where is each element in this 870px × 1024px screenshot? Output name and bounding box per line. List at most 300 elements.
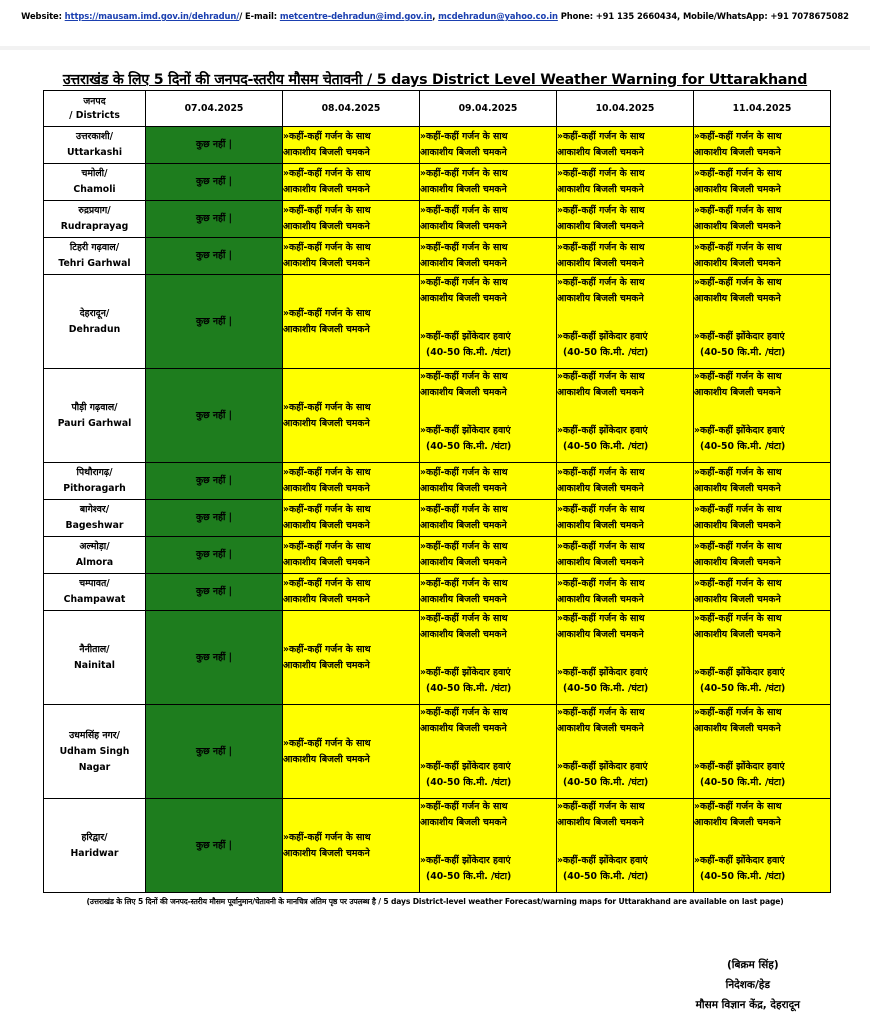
warning-cell-thunder bbox=[557, 127, 694, 164]
table-row bbox=[44, 201, 831, 238]
thunder-warning-line-1: »कहीं-कहीं गर्जन के साथ bbox=[557, 205, 645, 216]
warning-cell-thunder-wind bbox=[420, 611, 557, 705]
district-cell bbox=[44, 238, 146, 275]
warning-cell-thunder-wind bbox=[557, 705, 694, 799]
thunder-warning-line-2: आकाशीय बिजली चमकने bbox=[694, 293, 781, 304]
thunder-warning-line-2: आकाशीय बिजली चमकने bbox=[283, 753, 370, 765]
district-name-hi: उधमसिंह नगर/ bbox=[69, 729, 120, 741]
thunder-warning-line-1: »कहीं-कहीं गर्जन के साथ bbox=[694, 801, 782, 812]
thunder-warning-line-2: आकाशीय बिजली चमकने bbox=[283, 147, 370, 158]
table-row bbox=[44, 537, 831, 574]
district-name-en: Haridwar bbox=[70, 847, 119, 859]
thunder-warning-line-2: आकाशीय बिजली चमकने bbox=[557, 557, 644, 568]
district-name-hi: रुद्रप्रयाग/ bbox=[78, 205, 111, 216]
cell-spacer bbox=[420, 737, 556, 759]
district-name-en: Rudraprayag bbox=[60, 221, 129, 232]
thunder-warning-line-1: »कहीं-कहीं गर्जन के साथ bbox=[694, 707, 782, 718]
cell-spacer bbox=[420, 831, 556, 853]
warning-cell-none bbox=[146, 705, 283, 799]
thunder-warning-line-1: »कहीं-कहीं गर्जन के साथ bbox=[420, 242, 508, 253]
wind-warning-line-1: »कहीं-कहीं झोंकेदार हवाएं bbox=[420, 425, 511, 436]
wind-warning-line-2: (40-50 कि.मी. /घंटा) bbox=[700, 777, 786, 788]
warning-cell-thunder bbox=[694, 537, 831, 574]
warning-cell-thunder bbox=[420, 127, 557, 164]
thunder-warning-line-2: आकाशीय बिजली चमकने bbox=[420, 520, 507, 531]
no-warning-text: कुछ नहीं | bbox=[195, 250, 233, 261]
thunder-warning-line-1: »कहीं-कहीं गर्जन के साथ bbox=[557, 371, 645, 382]
thunder-warning-line-2: आकाशीय बिजली चमकने bbox=[557, 221, 644, 232]
wind-warning-line-1: »कहीं-कहीं झोंकेदार हवाएं bbox=[557, 761, 648, 772]
warning-cell-thunder-wind bbox=[557, 369, 694, 463]
thunder-warning-line-2: आकाशीय बिजली चमकने bbox=[557, 258, 644, 269]
warning-cell-thunder bbox=[283, 275, 420, 369]
no-warning-text: कुछ नहीं | bbox=[195, 139, 233, 150]
table-header-row bbox=[44, 91, 831, 127]
warning-cell-thunder bbox=[557, 537, 694, 574]
wind-warning-line-2: (40-50 कि.मी. /घंटा) bbox=[563, 871, 649, 882]
warning-cell-thunder bbox=[283, 201, 420, 238]
district-name-hi: उत्तरकाशी/ bbox=[76, 131, 113, 142]
warning-cell-thunder bbox=[420, 238, 557, 275]
thunder-warning-line-2: आकाशीय बिजली चमकने bbox=[420, 723, 507, 734]
district-name-en: Bageshwar bbox=[65, 520, 124, 531]
thunder-warning-line-1: »कहीं-कहीं गर्जन के साथ bbox=[557, 242, 645, 253]
warning-table bbox=[43, 90, 831, 893]
wind-warning-line-2: (40-50 कि.मी. /घंटा) bbox=[700, 347, 786, 358]
thunder-warning-line-1: »कहीं-कहीं गर्जन के साथ bbox=[694, 467, 782, 478]
district-name-hi: चम्पावत/ bbox=[79, 578, 110, 589]
table-row bbox=[44, 574, 831, 611]
warning-cell-thunder-wind bbox=[420, 799, 557, 893]
thunder-warning-line-1: »कहीं-कहीं गर्जन के साथ bbox=[557, 707, 645, 718]
thunder-warning-line-1: »कहीं-कहीं गर्जन के साथ bbox=[557, 578, 645, 589]
thunder-warning-line-2: आकाशीय बिजली चमकने bbox=[420, 293, 507, 304]
warning-cell-thunder bbox=[283, 463, 420, 500]
district-name-en: Dehradun bbox=[68, 323, 121, 335]
warning-cell-thunder bbox=[694, 238, 831, 275]
thunder-warning-line-2: आकाशीय बिजली चमकने bbox=[283, 184, 370, 195]
thunder-warning-line-1: »कहीं-कहीं गर्जन के साथ bbox=[420, 801, 508, 812]
district-name-en: Pauri Garhwal bbox=[57, 417, 132, 429]
warning-cell-thunder bbox=[283, 705, 420, 799]
thunder-warning-line-2: आकाशीय बिजली चमकने bbox=[283, 417, 370, 429]
cell-spacer bbox=[557, 643, 693, 665]
thunder-warning-line-2: आकाशीय बिजली चमकने bbox=[283, 221, 370, 232]
thunder-warning-line-1: »कहीं-कहीं गर्जन के साथ bbox=[283, 401, 371, 413]
wind-warning-line-1: »कहीं-कहीं झोंकेदार हवाएं bbox=[557, 667, 648, 678]
thunder-warning-line-1: »कहीं-कहीं गर्जन के साथ bbox=[420, 277, 508, 288]
warning-cell-none bbox=[146, 500, 283, 537]
thunder-warning-line-1: »कहीं-कहीं गर्जन के साथ bbox=[694, 371, 782, 382]
warning-cell-thunder bbox=[283, 164, 420, 201]
wind-warning-line-2: (40-50 कि.मी. /घंटा) bbox=[426, 347, 512, 358]
thunder-warning-line-2: आकाशीय बिजली चमकने bbox=[557, 147, 644, 158]
footnote: (उत्तराखंड के लिए 5 दिनों की जनपद-स्तरीय मौसम पूर्वानुमान/चेतावनी के मानचित्र अंतिम पृष्ठ पर उपलब्ध है / 5 days District-level weather Forecast/warning maps for Uttarakhand are available on last page) bbox=[86, 897, 784, 906]
thunder-warning-line-1: »कहीं-कहीं गर्जन के साथ bbox=[420, 168, 508, 179]
thunder-warning-line-2: आकाशीय बिजली चमकने bbox=[694, 723, 781, 734]
thunder-warning-line-1: »कहीं-कहीं गर्जन के साथ bbox=[283, 541, 371, 552]
district-cell bbox=[44, 500, 146, 537]
district-name-hi: हरिद्वार/ bbox=[81, 831, 108, 843]
warning-cell-none bbox=[146, 275, 283, 369]
thunder-warning-line-2: आकाशीय बिजली चमकने bbox=[694, 184, 781, 195]
warning-cell-thunder-wind bbox=[420, 275, 557, 369]
header-bar bbox=[0, 0, 870, 50]
page-title: उत्तराखंड के लिए 5 दिनों की जनपद-स्तरीय मौसम चेतावनी / 5 days District Level Weather Warning for Uttarakhand bbox=[62, 72, 808, 88]
date-header: 09.04.2025 bbox=[420, 91, 557, 127]
warning-cell-thunder bbox=[283, 611, 420, 705]
thunder-warning-line-2: आकाशीय बिजली चमकने bbox=[557, 293, 644, 304]
district-cell bbox=[44, 574, 146, 611]
wind-warning-line-2: (40-50 कि.मी. /घंटा) bbox=[563, 441, 649, 452]
thunder-warning-line-1: »कहीं-कहीं गर्जन के साथ bbox=[283, 242, 371, 253]
thunder-warning-line-2: आकाशीय बिजली चमकने bbox=[557, 387, 644, 398]
no-warning-text: कुछ नहीं | bbox=[195, 549, 233, 560]
thunder-warning-line-1: »कहीं-कहीं गर्जन के साथ bbox=[557, 801, 645, 812]
warning-cell-thunder bbox=[557, 500, 694, 537]
thunder-warning-line-2: आकाशीय बिजली चमकने bbox=[694, 483, 781, 494]
table-row bbox=[44, 127, 831, 164]
warning-cell-thunder bbox=[557, 238, 694, 275]
signatory-name: (बिक्रम सिंह) bbox=[726, 959, 779, 971]
district-name-hi: पौड़ी गढ़वाल/ bbox=[71, 401, 118, 413]
table-row bbox=[44, 463, 831, 500]
thunder-warning-line-2: आकाशीय बिजली चमकने bbox=[420, 817, 507, 828]
warning-cell-none bbox=[146, 799, 283, 893]
warning-cell-thunder-wind bbox=[694, 611, 831, 705]
thunder-warning-line-1: »कहीं-कहीं गर्जन के साथ bbox=[694, 277, 782, 288]
signature-block bbox=[696, 955, 800, 1015]
warning-cell-none bbox=[146, 574, 283, 611]
district-cell bbox=[44, 201, 146, 238]
thunder-warning-line-1: »कहीं-कहीं गर्जन के साथ bbox=[557, 467, 645, 478]
phone-text: Phone: +91 135 2660434, Mobile/WhatsApp: +91 7078675082 bbox=[560, 11, 849, 21]
thunder-warning-line-2: आकाशीय बिजली चमकने bbox=[283, 323, 370, 335]
signatory-designation: निदेशक/हेड bbox=[725, 979, 770, 991]
district-name-hi: देहरादून/ bbox=[79, 307, 110, 319]
thunder-warning-line-1: »कहीं-कहीं गर्जन के साथ bbox=[557, 504, 645, 515]
thunder-warning-line-2: आकाशीय बिजली चमकने bbox=[283, 659, 370, 671]
cell-spacer bbox=[420, 401, 556, 423]
no-warning-text: कुछ नहीं | bbox=[195, 176, 233, 187]
thunder-warning-line-1: »कहीं-कहीं गर्जन के साथ bbox=[283, 737, 371, 749]
thunder-warning-line-2: आकाशीय बिजली चमकने bbox=[420, 594, 507, 605]
thunder-warning-line-2: आकाशीय बिजली चमकने bbox=[420, 184, 507, 195]
thunder-warning-line-2: आकाशीय बिजली चमकने bbox=[557, 629, 644, 640]
thunder-warning-line-2: आकाशीय बिजली चमकने bbox=[420, 221, 507, 232]
warning-cell-thunder-wind bbox=[557, 275, 694, 369]
thunder-warning-line-1: »कहीं-कहीं गर्जन के साथ bbox=[420, 131, 508, 142]
thunder-warning-line-2: आकाशीय बिजली चमकने bbox=[694, 221, 781, 232]
thunder-warning-line-1: »कहीं-कहीं गर्जन के साथ bbox=[420, 613, 508, 624]
website-link[interactable]: https://mausam.imd.gov.in/dehradun/ bbox=[64, 11, 240, 21]
website-label: Website: bbox=[21, 11, 62, 21]
warning-cell-thunder bbox=[557, 201, 694, 238]
table-body bbox=[44, 127, 831, 893]
warning-cell-thunder bbox=[420, 537, 557, 574]
warning-cell-none bbox=[146, 611, 283, 705]
no-warning-text: कुछ नहीं | bbox=[195, 839, 233, 851]
thunder-warning-line-1: »कहीं-कहीं गर्जन के साथ bbox=[420, 371, 508, 382]
district-cell bbox=[44, 164, 146, 201]
thunder-warning-line-2: आकाशीय बिजली चमकने bbox=[694, 629, 781, 640]
wind-warning-line-2: (40-50 कि.मी. /घंटा) bbox=[426, 871, 512, 882]
thunder-warning-line-2: आकाशीय बिजली चमकने bbox=[694, 147, 781, 158]
warning-cell-thunder bbox=[283, 369, 420, 463]
cell-spacer bbox=[694, 307, 830, 329]
warning-cell-thunder bbox=[283, 799, 420, 893]
warning-cell-thunder-wind bbox=[420, 369, 557, 463]
thunder-warning-line-1: »कहीं-कहीं गर्जन के साथ bbox=[283, 168, 371, 179]
thunder-warning-line-2: आकाशीय बिजली चमकने bbox=[420, 258, 507, 269]
warning-cell-thunder-wind bbox=[557, 799, 694, 893]
email-label: E-mail: bbox=[245, 11, 277, 21]
warning-cell-thunder bbox=[694, 463, 831, 500]
thunder-warning-line-1: »कहीं-कहीं गर्जन के साथ bbox=[694, 504, 782, 515]
thunder-warning-line-2: आकाशीय बिजली चमकने bbox=[420, 147, 507, 158]
no-warning-text: कुछ नहीं | bbox=[195, 586, 233, 597]
thunder-warning-line-1: »कहीं-कहीं गर्जन के साथ bbox=[557, 277, 645, 288]
table-row bbox=[44, 238, 831, 275]
date-header: 08.04.2025 bbox=[283, 91, 420, 127]
warning-cell-thunder bbox=[283, 537, 420, 574]
no-warning-text: कुछ नहीं | bbox=[195, 409, 233, 421]
wind-warning-line-1: »कहीं-कहीं झोंकेदार हवाएं bbox=[557, 331, 648, 342]
table-row bbox=[44, 275, 831, 369]
thunder-warning-line-2: आकाशीय बिजली चमकने bbox=[557, 817, 644, 828]
email-link-1[interactable]: metcentre-dehradun@imd.gov.in bbox=[279, 11, 433, 21]
warning-cell-thunder bbox=[694, 500, 831, 537]
district-name-hi: टिहरी गढ़वाल/ bbox=[69, 242, 120, 253]
district-name-en: Pithoragarh bbox=[63, 483, 126, 494]
thunder-warning-line-2: आकाशीय बिजली चमकने bbox=[283, 258, 370, 269]
wind-warning-line-1: »कहीं-कहीं झोंकेदार हवाएं bbox=[420, 667, 511, 678]
thunder-warning-line-1: »कहीं-कहीं गर्जन के साथ bbox=[420, 504, 508, 515]
cell-spacer bbox=[557, 737, 693, 759]
thunder-warning-line-2: आकाशीय बिजली चमकने bbox=[694, 520, 781, 531]
thunder-warning-line-1: »कहीं-कहीं गर्जन के साथ bbox=[420, 578, 508, 589]
district-cell bbox=[44, 611, 146, 705]
wind-warning-line-1: »कहीं-कहीं झोंकेदार हवाएं bbox=[694, 761, 785, 772]
cell-spacer bbox=[694, 643, 830, 665]
district-cell bbox=[44, 369, 146, 463]
thunder-warning-line-1: »कहीं-कहीं गर्जन के साथ bbox=[283, 205, 371, 216]
warning-cell-thunder-wind bbox=[420, 705, 557, 799]
district-cell bbox=[44, 127, 146, 164]
district-name-hi: चमोली/ bbox=[81, 168, 108, 179]
signatory-office: मौसम विज्ञान केंद्र, देहरादून bbox=[695, 999, 800, 1011]
thunder-warning-line-1: »कहीं-कहीं गर्जन के साथ bbox=[283, 307, 371, 319]
wind-warning-line-2: (40-50 कि.मी. /घंटा) bbox=[426, 777, 512, 788]
thunder-warning-line-2: आकाशीय बिजली चमकने bbox=[694, 258, 781, 269]
no-warning-text: कुछ नहीं | bbox=[195, 745, 233, 757]
wind-warning-line-2: (40-50 कि.मी. /घंटा) bbox=[563, 777, 649, 788]
thunder-warning-line-1: »कहीं-कहीं गर्जन के साथ bbox=[694, 541, 782, 552]
thunder-warning-line-2: आकाशीय बिजली चमकने bbox=[283, 847, 370, 859]
district-cell bbox=[44, 275, 146, 369]
thunder-warning-line-2: आकाशीय बिजली चमकने bbox=[283, 483, 370, 494]
thunder-warning-line-1: »कहीं-कहीं गर्जन के साथ bbox=[557, 131, 645, 142]
thunder-warning-line-1: »कहीं-कहीं गर्जन के साथ bbox=[283, 467, 371, 478]
cell-spacer bbox=[557, 401, 693, 423]
thunder-warning-line-2: आकाशीय बिजली चमकने bbox=[420, 557, 507, 568]
table-row bbox=[44, 611, 831, 705]
thunder-warning-line-2: आकाशीय बिजली चमकने bbox=[694, 594, 781, 605]
district-name-en: Almora bbox=[75, 557, 114, 568]
email-link-2[interactable]: mcdehradun@yahoo.co.in bbox=[438, 11, 558, 21]
wind-warning-line-1: »कहीं-कहीं झोंकेदार हवाएं bbox=[420, 761, 511, 772]
thunder-warning-line-1: »कहीं-कहीं गर्जन के साथ bbox=[694, 242, 782, 253]
warning-cell-none bbox=[146, 463, 283, 500]
contact-line: Website: https://mausam.imd.gov.in/dehradun// E-mail: metcentre-dehradun@imd.gov.in, mcdehradun@yahoo.co.in Phone: +91 135 2660434, Mobile/WhatsApp: +91 7078675082 bbox=[21, 11, 849, 21]
warning-cell-thunder-wind bbox=[694, 275, 831, 369]
thunder-warning-line-2: आकाशीय बिजली चमकने bbox=[420, 629, 507, 640]
thunder-warning-line-2: आकाशीय बिजली चमकने bbox=[557, 184, 644, 195]
warning-cell-thunder-wind bbox=[694, 705, 831, 799]
date-header: 11.04.2025 bbox=[694, 91, 831, 127]
thunder-warning-line-1: »कहीं-कहीं गर्जन के साथ bbox=[283, 831, 371, 843]
thunder-warning-line-2: आकाशीय बिजली चमकने bbox=[557, 594, 644, 605]
date-header: 07.04.2025 bbox=[146, 91, 283, 127]
thunder-warning-line-1: »कहीं-कहीं गर्जन के साथ bbox=[694, 168, 782, 179]
district-name-hi: पिथौरागढ़/ bbox=[76, 467, 113, 478]
wind-warning-line-1: »कहीं-कहीं झोंकेदार हवाएं bbox=[420, 855, 511, 866]
cell-spacer bbox=[557, 831, 693, 853]
warning-cell-none bbox=[146, 201, 283, 238]
wind-warning-line-2: (40-50 कि.मी. /घंटा) bbox=[563, 347, 649, 358]
cell-spacer bbox=[694, 401, 830, 423]
warning-cell-thunder-wind bbox=[557, 611, 694, 705]
district-name-en: Champawat bbox=[63, 594, 126, 605]
wind-warning-line-1: »कहीं-कहीं झोंकेदार हवाएं bbox=[420, 331, 511, 342]
wind-warning-line-2: (40-50 कि.मी. /घंटा) bbox=[426, 683, 512, 694]
thunder-warning-line-1: »कहीं-कहीं गर्जन के साथ bbox=[694, 131, 782, 142]
wind-warning-line-1: »कहीं-कहीं झोंकेदार हवाएं bbox=[694, 331, 785, 342]
thunder-warning-line-1: »कहीं-कहीं गर्जन के साथ bbox=[557, 168, 645, 179]
warning-cell-thunder bbox=[694, 201, 831, 238]
no-warning-text: कुछ नहीं | bbox=[195, 315, 233, 327]
thunder-warning-line-2: आकाशीय बिजली चमकने bbox=[694, 557, 781, 568]
warning-cell-thunder bbox=[694, 574, 831, 611]
district-name-en: Uttarkashi bbox=[66, 147, 123, 158]
thunder-warning-line-2: आकाशीय बिजली चमकने bbox=[283, 520, 370, 531]
thunder-warning-line-1: »कहीं-कहीं गर्जन के साथ bbox=[420, 467, 508, 478]
thunder-warning-line-1: »कहीं-कहीं गर्जन के साथ bbox=[283, 131, 371, 142]
warning-cell-thunder bbox=[420, 500, 557, 537]
thunder-warning-line-1: »कहीं-कहीं गर्जन के साथ bbox=[694, 205, 782, 216]
warning-cell-thunder-wind bbox=[694, 799, 831, 893]
district-name-en: Chamoli bbox=[73, 184, 116, 195]
warning-cell-thunder bbox=[283, 574, 420, 611]
thunder-warning-line-1: »कहीं-कहीं गर्जन के साथ bbox=[283, 504, 371, 515]
table-row bbox=[44, 164, 831, 201]
thunder-warning-line-1: »कहीं-कहीं गर्जन के साथ bbox=[557, 613, 645, 624]
thunder-warning-line-1: »कहीं-कहीं गर्जन के साथ bbox=[283, 578, 371, 589]
warning-cell-thunder bbox=[283, 127, 420, 164]
thunder-warning-line-2: आकाशीय बिजली चमकने bbox=[420, 483, 507, 494]
wind-warning-line-1: »कहीं-कहीं झोंकेदार हवाएं bbox=[557, 425, 648, 436]
cell-spacer bbox=[694, 737, 830, 759]
no-warning-text: कुछ नहीं | bbox=[195, 651, 233, 663]
district-header-hi: जनपद bbox=[83, 95, 106, 107]
warning-cell-thunder bbox=[557, 164, 694, 201]
district-name-hi: अल्मोड़ा/ bbox=[79, 541, 110, 552]
no-warning-text: कुछ नहीं | bbox=[195, 213, 233, 224]
district-header-en: / Districts bbox=[69, 109, 120, 121]
thunder-warning-line-1: »कहीं-कहीं गर्जन के साथ bbox=[283, 643, 371, 655]
wind-warning-line-2: (40-50 कि.मी. /घंटा) bbox=[700, 683, 786, 694]
wind-warning-line-1: »कहीं-कहीं झोंकेदार हवाएं bbox=[694, 425, 785, 436]
warning-cell-thunder bbox=[557, 574, 694, 611]
warning-cell-thunder bbox=[420, 574, 557, 611]
warning-cell-none bbox=[146, 164, 283, 201]
wind-warning-line-2: (40-50 कि.मी. /घंटा) bbox=[563, 683, 649, 694]
cell-spacer bbox=[557, 307, 693, 329]
warning-cell-thunder bbox=[420, 201, 557, 238]
table-row bbox=[44, 500, 831, 537]
thunder-warning-line-2: आकाशीय बिजली चमकने bbox=[694, 387, 781, 398]
district-cell bbox=[44, 463, 146, 500]
table-row bbox=[44, 369, 831, 463]
thunder-warning-line-1: »कहीं-कहीं गर्जन के साथ bbox=[557, 541, 645, 552]
district-name-en: Nainital bbox=[74, 659, 115, 671]
thunder-warning-line-2: आकाशीय बिजली चमकने bbox=[420, 387, 507, 398]
district-column-header bbox=[44, 91, 146, 127]
table-row bbox=[44, 799, 831, 893]
wind-warning-line-1: »कहीं-कहीं झोंकेदार हवाएं bbox=[557, 855, 648, 866]
warning-cell-thunder bbox=[557, 463, 694, 500]
district-cell bbox=[44, 705, 146, 799]
wind-warning-line-2: (40-50 कि.मी. /घंटा) bbox=[426, 441, 512, 452]
thunder-warning-line-1: »कहीं-कहीं गर्जन के साथ bbox=[420, 541, 508, 552]
district-name-hi: बागेश्वर/ bbox=[79, 504, 110, 515]
district-cell bbox=[44, 537, 146, 574]
warning-cell-none bbox=[146, 537, 283, 574]
district-name-en: Udham Singh Nagar bbox=[59, 745, 130, 773]
thunder-warning-line-1: »कहीं-कहीं गर्जन के साथ bbox=[420, 205, 508, 216]
cell-spacer bbox=[420, 307, 556, 329]
warning-cell-none bbox=[146, 238, 283, 275]
thunder-warning-line-2: आकाशीय बिजली चमकने bbox=[557, 483, 644, 494]
table-row bbox=[44, 705, 831, 799]
thunder-warning-line-2: आकाशीय बिजली चमकने bbox=[283, 594, 370, 605]
district-name-hi: नैनीताल/ bbox=[79, 643, 110, 655]
wind-warning-line-2: (40-50 कि.मी. /घंटा) bbox=[700, 441, 786, 452]
warning-cell-thunder bbox=[694, 164, 831, 201]
cell-spacer bbox=[420, 643, 556, 665]
warning-cell-none bbox=[146, 369, 283, 463]
warning-cell-none bbox=[146, 127, 283, 164]
warning-cell-thunder bbox=[283, 238, 420, 275]
wind-warning-line-1: »कहीं-कहीं झोंकेदार हवाएं bbox=[694, 667, 785, 678]
warning-cell-thunder bbox=[283, 500, 420, 537]
thunder-warning-line-2: आकाशीय बिजली चमकने bbox=[283, 557, 370, 568]
warning-cell-thunder-wind bbox=[694, 369, 831, 463]
thunder-warning-line-2: आकाशीय बिजली चमकने bbox=[557, 723, 644, 734]
thunder-warning-line-2: आकाशीय बिजली चमकने bbox=[694, 817, 781, 828]
thunder-warning-line-1: »कहीं-कहीं गर्जन के साथ bbox=[694, 578, 782, 589]
district-cell bbox=[44, 799, 146, 893]
warning-cell-thunder bbox=[420, 164, 557, 201]
wind-warning-line-1: »कहीं-कहीं झोंकेदार हवाएं bbox=[694, 855, 785, 866]
warning-cell-thunder bbox=[420, 463, 557, 500]
thunder-warning-line-1: »कहीं-कहीं गर्जन के साथ bbox=[694, 613, 782, 624]
thunder-warning-line-2: आकाशीय बिजली चमकने bbox=[557, 520, 644, 531]
no-warning-text: कुछ नहीं | bbox=[195, 512, 233, 523]
no-warning-text: कुछ नहीं | bbox=[195, 475, 233, 486]
thunder-warning-line-1: »कहीं-कहीं गर्जन के साथ bbox=[420, 707, 508, 718]
district-name-en: Tehri Garhwal bbox=[58, 258, 131, 269]
